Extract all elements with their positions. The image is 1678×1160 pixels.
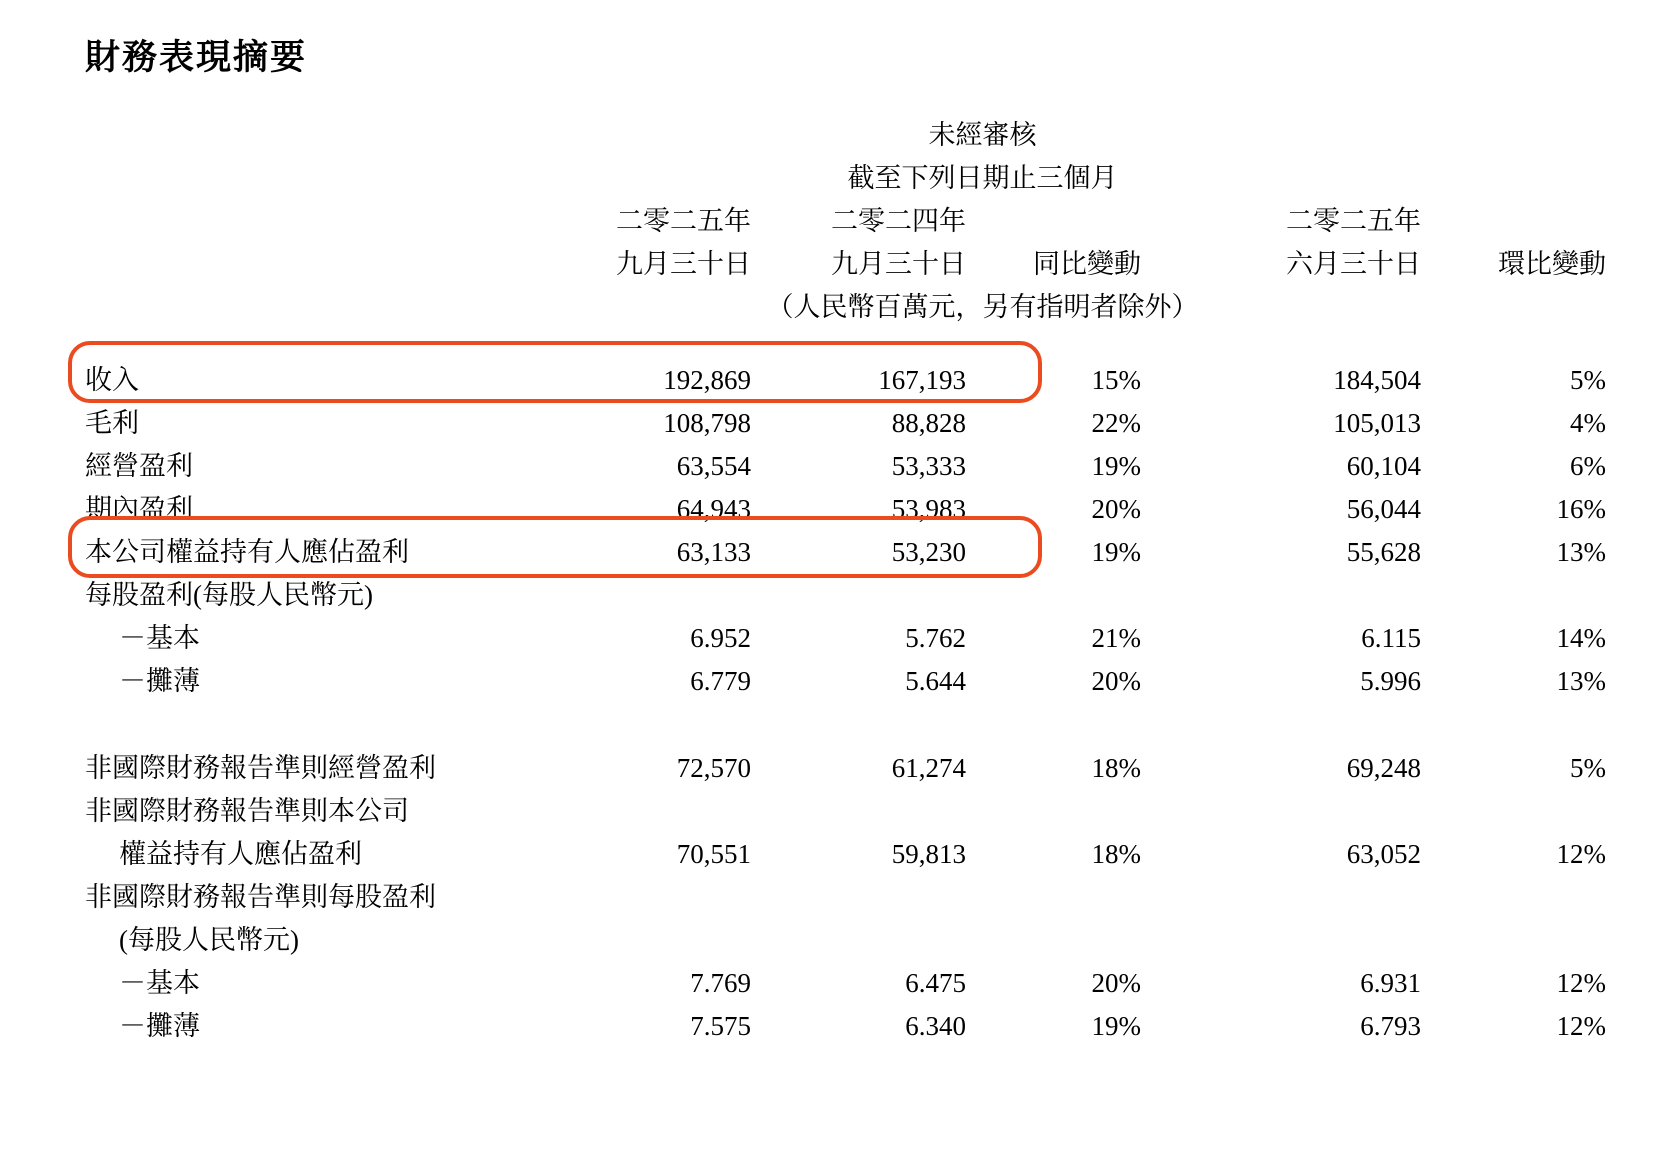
row-label: －基本	[119, 968, 200, 998]
row-value-3: 6.115	[1361, 623, 1422, 653]
row-value-4: 13%	[1556, 666, 1607, 696]
row-value-1	[755, 919, 970, 962]
row-value-2: 18%	[1091, 753, 1141, 783]
header-row-currency	[85, 286, 1610, 329]
row-value-0: 7.769	[690, 968, 751, 998]
row-value-2: 22%	[1091, 408, 1141, 438]
table-row	[85, 833, 1610, 876]
table-row	[85, 445, 1610, 488]
header-row-unaudited	[85, 114, 1610, 157]
row-value-3: 63,052	[1346, 839, 1422, 869]
row-value-1	[755, 876, 970, 919]
row-value-0: 7.575	[690, 1011, 751, 1041]
row-value-3	[1210, 574, 1425, 617]
row-value-2: 18%	[1091, 839, 1141, 869]
row-label: 權益持有人應佔盈利	[119, 839, 362, 869]
page-title: 財務表現摘要	[85, 38, 308, 77]
row-value-2	[970, 790, 1145, 833]
table-spacer-row	[85, 703, 1610, 747]
header-period: 截至下列日期止三個月	[847, 163, 1118, 193]
column-gap	[1145, 1005, 1210, 1048]
row-value-0: 70,551	[676, 839, 751, 869]
row-value-0: 6.779	[690, 666, 751, 696]
table-body	[85, 359, 1610, 1048]
row-value-1	[755, 574, 970, 617]
row-value-2: 20%	[1091, 494, 1141, 524]
row-value-0: 63,554	[676, 451, 751, 481]
header-currency-note: （人民幣百萬元，另有指明者除外）	[766, 292, 1199, 322]
row-value-3: 184,504	[1333, 365, 1422, 395]
row-value-4: 5%	[1570, 365, 1607, 395]
row-value-4: 16%	[1556, 494, 1607, 524]
row-value-2	[970, 919, 1145, 962]
row-value-1: 6.340	[905, 1011, 966, 1041]
table-row	[85, 660, 1610, 703]
row-value-4: 5%	[1570, 753, 1607, 783]
row-label: 非國際財務報告準則每股盈利	[85, 882, 436, 912]
row-value-3: 6.793	[1360, 1011, 1422, 1041]
row-value-4: 12%	[1556, 968, 1607, 998]
row-value-2: 21%	[1091, 623, 1141, 653]
row-value-3: 60,104	[1346, 451, 1422, 481]
row-value-0	[540, 574, 755, 617]
row-value-2: 19%	[1091, 537, 1141, 567]
row-value-0	[540, 876, 755, 919]
row-value-3: 55,628	[1346, 537, 1422, 567]
table-row	[85, 747, 1610, 790]
row-value-3	[1210, 790, 1425, 833]
row-value-1: 53,333	[891, 451, 966, 481]
row-value-3: 56,044	[1346, 494, 1422, 524]
row-label: 毛利	[85, 408, 139, 438]
table-row	[85, 488, 1610, 531]
header-col-4-year	[1425, 200, 1610, 243]
row-value-2: 19%	[1091, 451, 1141, 481]
table-row	[85, 962, 1610, 1005]
column-gap	[1145, 660, 1210, 703]
row-value-2: 15%	[1091, 365, 1141, 395]
header-unaudited: 未經審核	[928, 120, 1037, 150]
table-row	[85, 402, 1610, 445]
row-value-0	[540, 790, 755, 833]
column-gap	[1145, 402, 1210, 445]
row-label: －攤薄	[119, 1011, 200, 1041]
row-label: －基本	[119, 623, 200, 653]
row-value-3	[1210, 876, 1425, 919]
row-value-1: 167,193	[878, 365, 966, 395]
column-gap	[1145, 574, 1210, 617]
row-label: 非國際財務報告準則經營盈利	[85, 753, 436, 783]
row-value-4	[1425, 876, 1610, 919]
header-row-date	[85, 243, 1610, 286]
row-value-2	[970, 876, 1145, 919]
header-col-3-date: 六月三十日	[1286, 249, 1422, 279]
header-row-year	[85, 200, 1610, 243]
table-row	[85, 617, 1610, 660]
row-value-1: 61,274	[891, 753, 966, 783]
row-value-4: 4%	[1570, 408, 1607, 438]
column-gap	[1145, 962, 1210, 1005]
row-value-3	[1210, 919, 1425, 962]
header-col-1-year: 二零二四年	[831, 206, 966, 236]
header-col-4-date: 環比變動	[1498, 249, 1607, 279]
table-row	[85, 359, 1610, 402]
table-row	[85, 876, 1610, 919]
row-value-4	[1425, 919, 1610, 962]
financial-summary-table	[85, 114, 1610, 1048]
row-value-0: 108,798	[663, 408, 751, 438]
row-value-2: 20%	[1091, 968, 1141, 998]
row-value-3: 6.931	[1360, 968, 1422, 998]
row-value-3: 105,013	[1333, 408, 1422, 438]
row-value-2: 20%	[1091, 666, 1141, 696]
header-spacer-row	[85, 329, 1610, 359]
header-col-0-date: 九月三十日	[616, 249, 751, 279]
row-label: 本公司權益持有人應佔盈利	[85, 537, 409, 567]
row-value-4: 6%	[1570, 451, 1607, 481]
table-row	[85, 1005, 1610, 1048]
row-value-1: 59,813	[891, 839, 966, 869]
table-row	[85, 790, 1610, 833]
row-value-1: 53,983	[891, 494, 966, 524]
row-value-0: 63,133	[676, 537, 751, 567]
row-label: －攤薄	[119, 666, 200, 696]
row-value-1	[755, 790, 970, 833]
header-col-0-year: 二零二五年	[616, 206, 751, 236]
table-row	[85, 531, 1610, 574]
column-gap	[1145, 919, 1210, 962]
row-label: 非國際財務報告準則本公司	[85, 796, 409, 826]
row-value-1: 5.644	[905, 666, 966, 696]
row-value-4: 12%	[1556, 1011, 1607, 1041]
row-value-1: 88,828	[891, 408, 966, 438]
row-label: 期內盈利	[85, 494, 193, 524]
table-row	[85, 574, 1610, 617]
row-label: 每股盈利(每股人民幣元)	[85, 580, 373, 610]
column-gap	[1145, 359, 1210, 402]
column-gap	[1145, 617, 1210, 660]
column-gap	[1145, 445, 1210, 488]
row-label: 收入	[85, 365, 139, 395]
column-gap	[1145, 531, 1210, 574]
row-value-3: 5.996	[1360, 666, 1422, 696]
table-row	[85, 919, 1610, 962]
header-col-2-year	[970, 200, 1145, 243]
row-value-1: 53,230	[891, 537, 966, 567]
row-value-0: 6.952	[690, 623, 751, 653]
row-value-0	[540, 919, 755, 962]
row-value-0: 192,869	[663, 365, 751, 395]
header-col-1-date: 九月三十日	[831, 249, 966, 279]
row-label: (每股人民幣元)	[119, 925, 299, 955]
row-value-1: 5.762	[905, 623, 966, 653]
row-value-1: 6.475	[905, 968, 966, 998]
column-gap	[1145, 747, 1210, 790]
row-value-4	[1425, 790, 1610, 833]
row-value-0: 72,570	[676, 753, 751, 783]
row-label: 經營盈利	[85, 451, 193, 481]
row-value-4: 14%	[1556, 623, 1607, 653]
header-row-period	[85, 157, 1610, 200]
table-header-group	[85, 114, 1610, 359]
row-value-2	[970, 574, 1145, 617]
header-col-2-date: 同比變動	[1033, 249, 1141, 279]
row-value-4: 12%	[1556, 839, 1607, 869]
column-gap	[1145, 876, 1210, 919]
row-value-2: 19%	[1091, 1011, 1141, 1041]
column-gap	[1145, 790, 1210, 833]
row-value-4: 13%	[1556, 537, 1607, 567]
row-value-4	[1425, 574, 1610, 617]
header-col-3-year: 二零二五年	[1286, 206, 1422, 236]
column-gap	[1145, 833, 1210, 876]
row-value-3: 69,248	[1346, 753, 1422, 783]
row-value-0: 64,943	[676, 494, 751, 524]
column-gap	[1145, 488, 1210, 531]
